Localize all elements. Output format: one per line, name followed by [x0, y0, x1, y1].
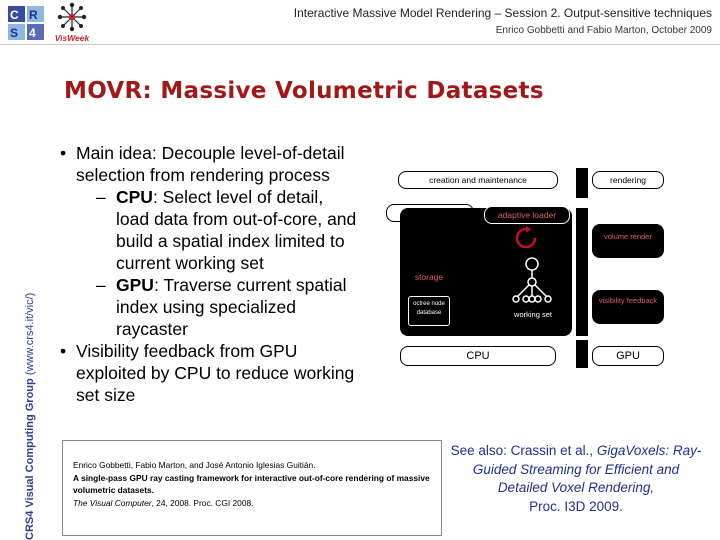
see-also-suffix: Proc. I3D 2009. — [529, 498, 623, 514]
citation-title: A single-pass GPU ray casting framework for interactive out-of-core rendering of massive volumetric datasets. — [73, 472, 430, 495]
octree-database: octree node database — [408, 296, 450, 326]
gpu-footer-label: GPU — [592, 346, 664, 366]
cpu-label: CPU — [116, 187, 153, 207]
bullet-visibility-feedback — [58, 340, 358, 406]
adaptive-loader-label: adaptive loader — [484, 206, 570, 224]
visweek-logo-text: VisWeek — [54, 33, 90, 43]
dash-marker: – — [96, 187, 106, 207]
bullet-main-idea — [58, 142, 358, 186]
see-also-prefix: See also: Crassin et al., — [450, 443, 597, 458]
visweek-logo-icon — [52, 2, 92, 44]
svg-text:C: C — [10, 8, 19, 22]
slide-title: MOVR: Massive Volumetric Datasets — [64, 78, 544, 104]
citation-authors: Enrico Gobbetti, Fabio Marton, and José Antonio Iglesias Guitián. — [73, 460, 316, 470]
side-label — [24, 293, 36, 540]
working-set-label: working set — [514, 310, 552, 319]
see-also-reference — [448, 442, 704, 516]
creation-maintenance-label: creation and maintenance — [398, 171, 558, 189]
dash-marker: – — [96, 275, 106, 295]
citation-box — [62, 440, 442, 536]
visibility-feedback-label: visibility feedback — [598, 296, 658, 305]
separator-bar — [576, 208, 588, 336]
svg-text:R: R — [29, 8, 38, 22]
sub-bullet-cpu — [58, 186, 358, 274]
cpu-footer-label: CPU — [400, 346, 556, 366]
bullet-text: Main idea: Decouple level-of-detail selection from rendering process — [76, 143, 345, 185]
svg-text:S: S — [10, 26, 19, 40]
sub-bullet-text: : Select level of detail, load data from out-of-core, and build a spatial index limited to current working set — [116, 187, 357, 273]
refresh-icon — [514, 226, 538, 250]
see-also-title: GigaVoxels: Ray-Guided Streaming for Efficient and Detailed Voxel Rendering, — [472, 443, 702, 495]
presentation-title: Interactive Massive Model Rendering – Session 2. Output-sensitive techniques — [293, 6, 712, 20]
citation-details: , 24, 2008. Proc. CGI 2008. — [151, 497, 254, 508]
crs4-logo-icon — [6, 4, 46, 42]
side-label-group: CRS4 Visual Computing Group — [24, 378, 36, 540]
architecture-diagram — [398, 168, 688, 383]
tree-icon — [510, 256, 554, 306]
side-label-url: (www.crs4.it/vic/) — [24, 292, 36, 379]
separator-bar — [576, 168, 588, 198]
citation-journal: The Visual Computer — [73, 497, 152, 508]
rendering-label: rendering — [592, 171, 664, 189]
volume-render-label: volume render — [604, 232, 652, 241]
separator-bar — [576, 340, 588, 368]
header-divider — [0, 44, 720, 45]
slide-header — [0, 0, 720, 45]
side-band — [18, 150, 40, 540]
storage-label: storage — [402, 270, 456, 284]
gpu-label: GPU — [116, 275, 154, 295]
bullet-text: Visibility feedback from GPU exploited by CPU to reduce working set size — [76, 341, 355, 405]
sub-bullet-text: : Traverse current spatial index using specialized raycaster — [116, 275, 347, 339]
presentation-subtitle: Enrico Gobbetti and Fabio Marton, October 2009 — [495, 25, 712, 36]
sub-bullet-gpu — [58, 274, 358, 340]
citation-source — [73, 497, 441, 510]
bullet-list — [58, 142, 358, 406]
svg-text:4: 4 — [29, 26, 36, 40]
